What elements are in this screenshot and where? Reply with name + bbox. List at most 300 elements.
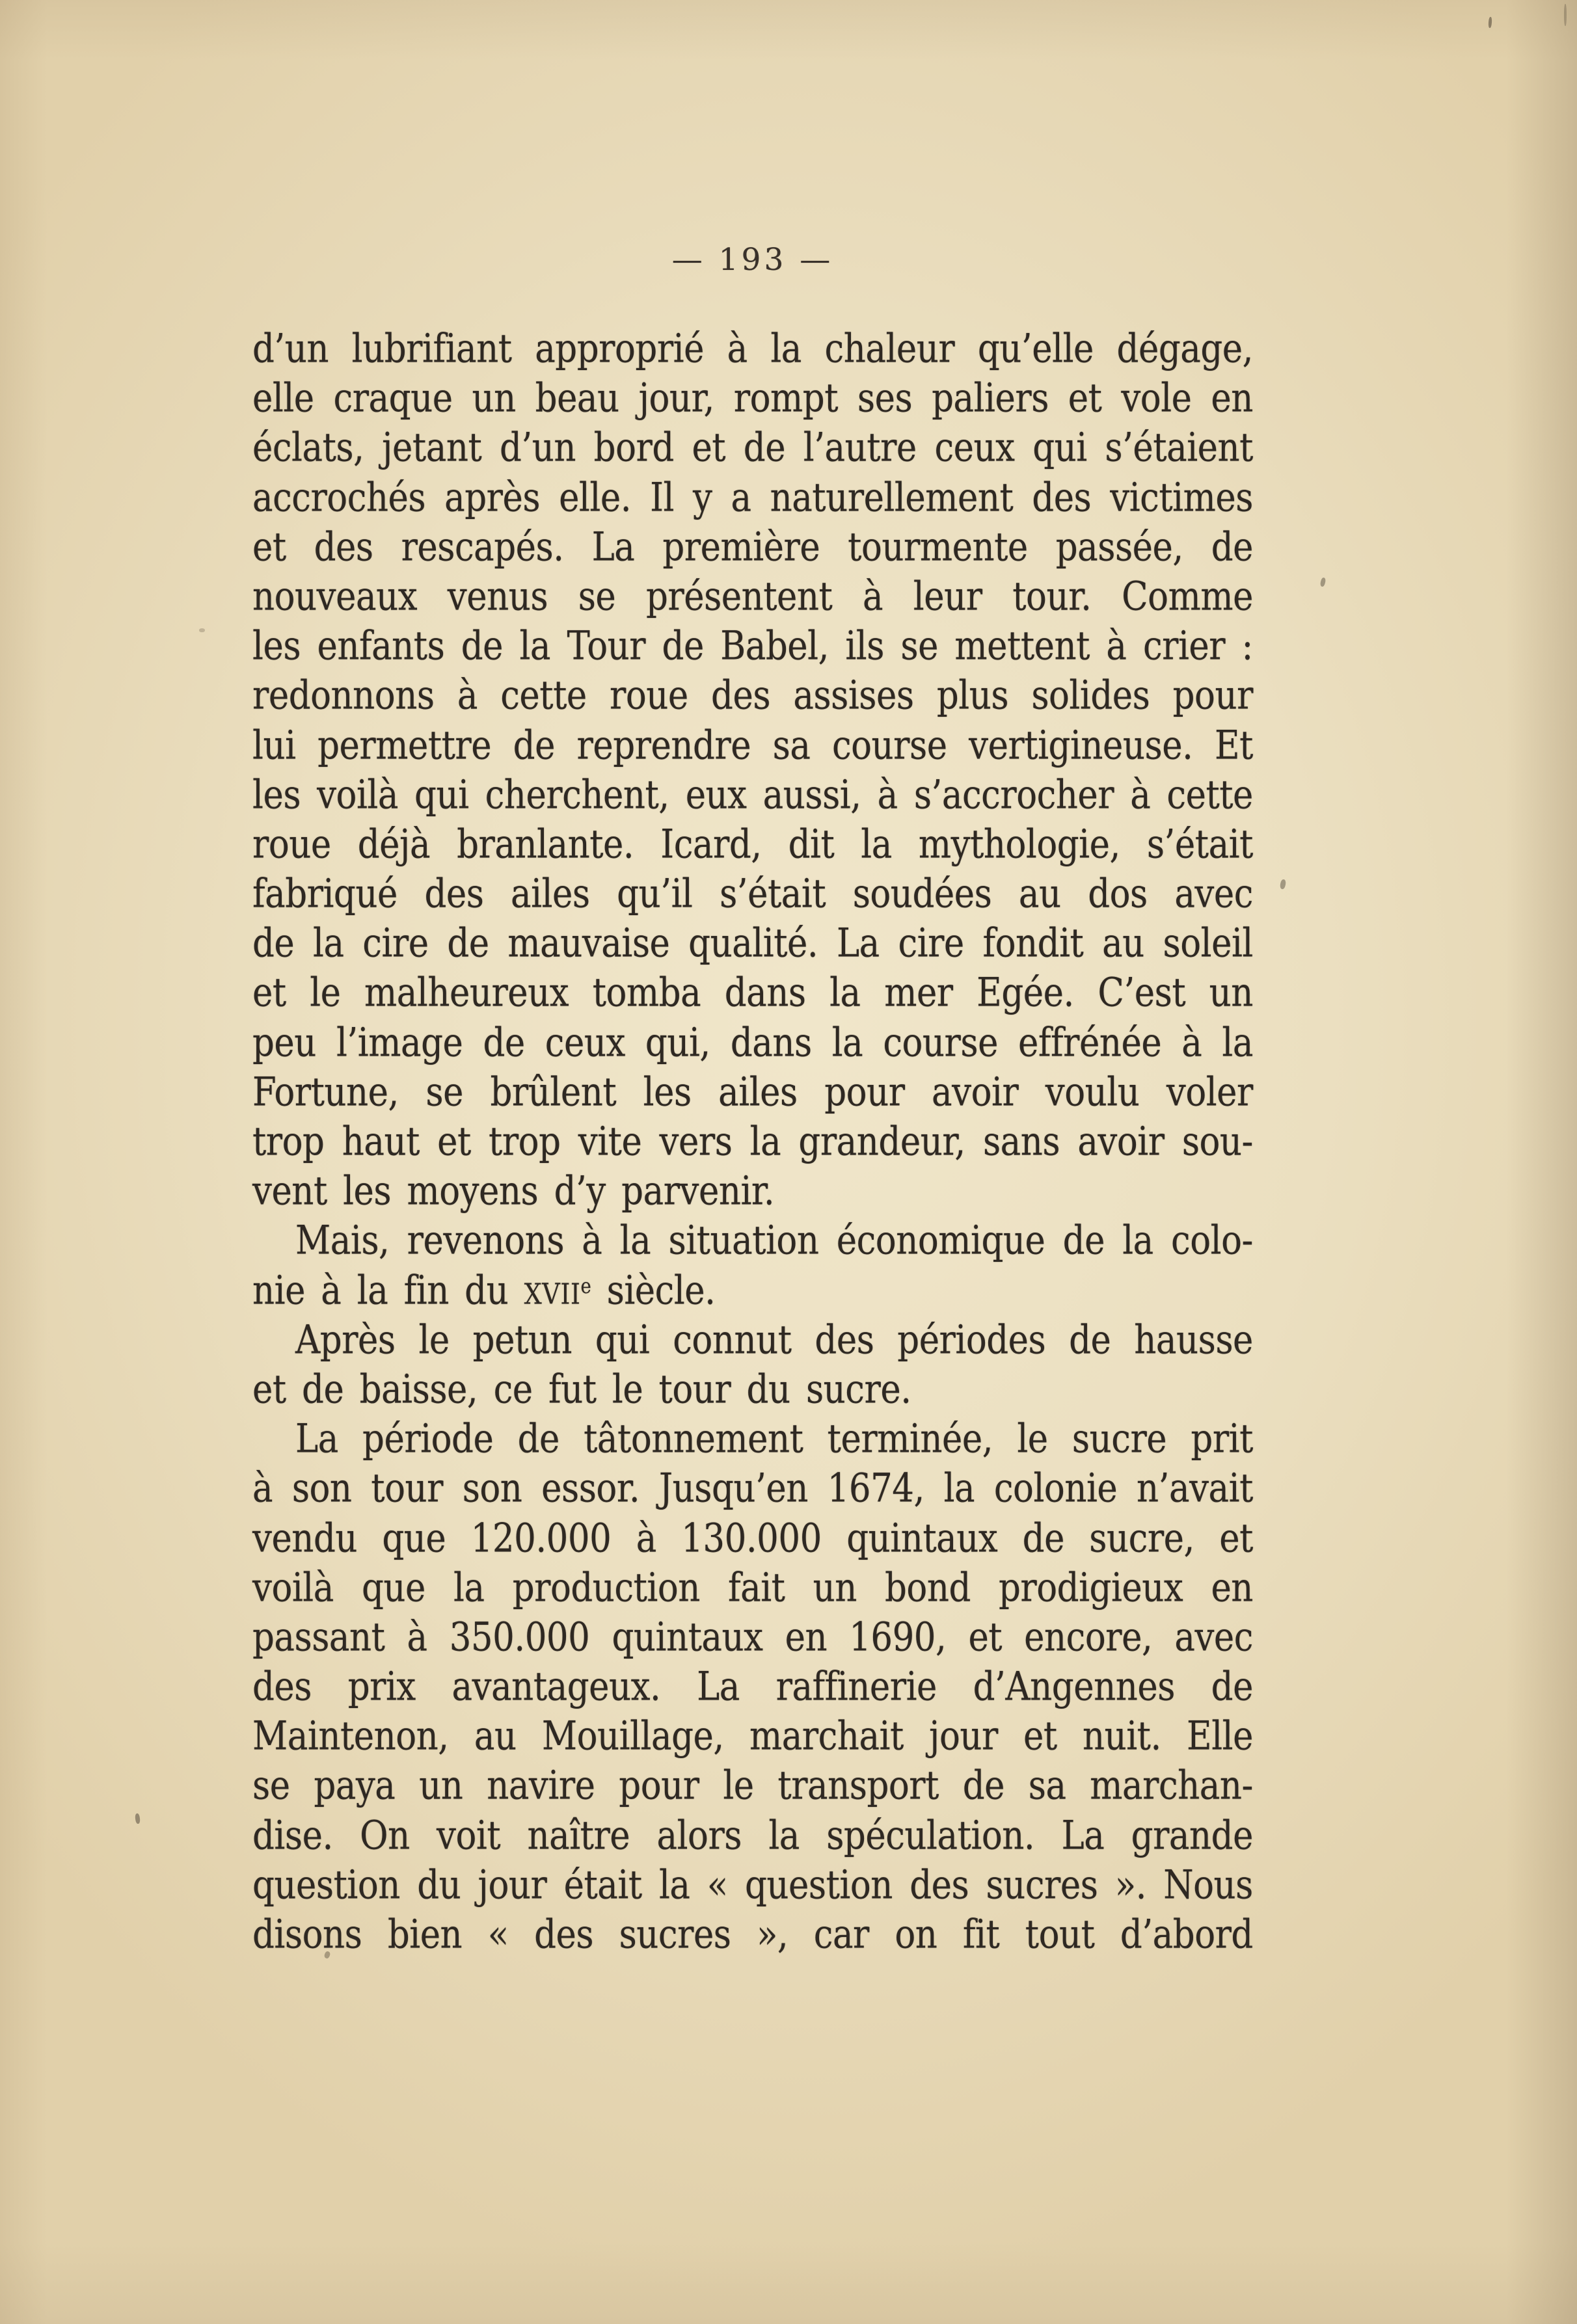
word: cette — [1166, 772, 1253, 818]
word: la — [861, 821, 892, 868]
word: Et — [1214, 722, 1253, 768]
word: prit — [1191, 1416, 1253, 1462]
text-line — [252, 1609, 1253, 1666]
word: assises — [793, 673, 914, 719]
page-number: — 193 — — [671, 242, 834, 278]
word: tourmente — [848, 524, 1028, 570]
word: mer — [884, 970, 953, 1016]
word: La — [1061, 1812, 1105, 1859]
word: approprié — [535, 326, 704, 372]
word: première — [662, 524, 820, 570]
text-line — [252, 1758, 1253, 1815]
word: du — [417, 1862, 461, 1908]
word: jetant — [382, 425, 482, 471]
word: la — [1122, 1218, 1153, 1264]
word: ailes — [718, 1069, 798, 1115]
word: reprendre — [576, 722, 751, 768]
text-line — [252, 1560, 1253, 1617]
word: soudées — [852, 871, 992, 917]
word: un — [472, 375, 516, 421]
word: d’Angennes — [973, 1664, 1175, 1710]
word: des — [252, 1664, 312, 1710]
word: la — [519, 623, 551, 669]
word: colo- — [1171, 1218, 1253, 1264]
word: périodes — [897, 1317, 1046, 1363]
word: voler — [1166, 1069, 1253, 1115]
word: de — [962, 1763, 1004, 1809]
word: crier — [1142, 623, 1226, 669]
word: cire — [362, 920, 429, 967]
word: eux — [685, 772, 747, 818]
word: paya — [314, 1763, 396, 1809]
word: de — [1211, 1664, 1253, 1710]
text-line — [252, 816, 1253, 874]
word: victimes — [1110, 474, 1253, 521]
word: n’avait — [1137, 1465, 1253, 1512]
word: accrochés — [252, 474, 426, 521]
text-line — [252, 1709, 1253, 1766]
word: des — [1032, 474, 1092, 521]
word: Mouillage, — [541, 1713, 724, 1759]
word: prodigieux — [999, 1565, 1183, 1611]
word: transport — [777, 1763, 939, 1809]
word: les — [252, 772, 301, 818]
word: Babel, — [720, 623, 829, 669]
word: de — [447, 920, 489, 967]
text-line — [252, 1906, 1253, 1964]
word: La — [836, 920, 880, 967]
text-line — [252, 1114, 1253, 1171]
word: On — [360, 1812, 410, 1859]
word: jour, — [638, 375, 714, 421]
word: branlante. — [457, 821, 634, 868]
word: s’était — [720, 871, 826, 917]
text-line — [252, 420, 1253, 477]
word: de — [662, 623, 704, 669]
ink-speck — [1280, 879, 1286, 889]
ink-speck — [1564, 4, 1567, 26]
word: vers — [659, 1119, 733, 1165]
word: « — [487, 1912, 509, 1958]
word: course — [831, 722, 947, 768]
word: dise. — [252, 1812, 333, 1859]
word: à — [1130, 772, 1151, 818]
word: petun — [472, 1317, 573, 1363]
word: le — [310, 970, 341, 1016]
word: sucre — [1072, 1416, 1167, 1462]
word: voilà — [252, 1565, 334, 1611]
word: 130.000 — [681, 1515, 822, 1561]
word: au — [1102, 920, 1144, 967]
word: déjà — [357, 821, 431, 868]
word: pour — [824, 1069, 905, 1115]
word: économique — [836, 1218, 1045, 1264]
word: des — [815, 1317, 874, 1363]
word: Après — [295, 1317, 396, 1363]
word: tour. — [1012, 574, 1092, 620]
word: colonie — [993, 1465, 1118, 1512]
word: des — [910, 1862, 969, 1908]
word: qu’il — [617, 871, 693, 917]
word: au — [1018, 871, 1061, 917]
word: de — [483, 1019, 525, 1066]
word: la — [619, 1218, 651, 1264]
word: alors — [656, 1812, 742, 1859]
word: Elle — [1187, 1713, 1253, 1759]
word: naturellement — [770, 474, 1014, 521]
word: à — [636, 1515, 656, 1561]
word: ses — [857, 375, 913, 421]
word: avec — [1174, 871, 1253, 917]
word: venus — [447, 574, 548, 620]
word: en — [1211, 375, 1253, 421]
word: cherchent, — [485, 772, 669, 818]
word: tour — [371, 1465, 443, 1512]
word: le — [723, 1763, 754, 1809]
word: qui — [1032, 425, 1087, 471]
word: bord — [593, 425, 674, 471]
word: voilà — [317, 772, 398, 818]
word: au — [474, 1713, 517, 1759]
word: plus — [936, 673, 1009, 719]
word: la — [943, 1465, 975, 1512]
word: et — [692, 425, 726, 471]
word: hausse — [1134, 1317, 1253, 1363]
ink-speck — [199, 628, 205, 632]
text-line — [252, 767, 1253, 824]
word: trop — [252, 1119, 325, 1165]
text-line — [252, 866, 1253, 923]
word: les — [643, 1069, 692, 1115]
word: », — [757, 1912, 788, 1958]
word: Mais, — [295, 1218, 390, 1264]
word: rescapés. — [401, 524, 564, 570]
word: effrénée — [1018, 1019, 1162, 1066]
word: des — [534, 1912, 594, 1958]
text-line — [252, 1461, 1253, 1518]
word: tomba — [592, 970, 701, 1016]
word: la — [313, 920, 344, 967]
word: qui — [414, 772, 469, 818]
word: marchait — [749, 1713, 904, 1759]
word: période — [362, 1416, 494, 1462]
text-line — [252, 1411, 1253, 1468]
word: disons — [252, 1912, 362, 1958]
text-line — [252, 568, 1253, 626]
text-line — [252, 1064, 1253, 1121]
word: de — [1211, 524, 1253, 570]
word: la — [770, 326, 802, 372]
word: à — [727, 326, 748, 372]
word: fit — [962, 1912, 1000, 1958]
word: la — [768, 1812, 800, 1859]
text-line — [252, 965, 1253, 1022]
text-line — [252, 1213, 1253, 1270]
word: Egée. — [977, 970, 1074, 1016]
word: peu — [252, 1019, 316, 1066]
word: Tour — [567, 623, 646, 669]
word: cire — [898, 920, 964, 967]
word: et — [1068, 375, 1102, 421]
word: se — [425, 1069, 463, 1115]
word: qualité. — [688, 920, 818, 967]
word: ceux — [545, 1019, 625, 1066]
superscript-text: e — [580, 1274, 591, 1298]
word: pour — [619, 1763, 699, 1809]
word: leur — [913, 574, 982, 620]
word: production — [512, 1565, 700, 1611]
word: quintaux — [846, 1515, 998, 1561]
word: naître — [527, 1812, 630, 1859]
word: nuit. — [1082, 1713, 1161, 1759]
word: navire — [487, 1763, 595, 1809]
word: : — [1241, 623, 1253, 669]
word: 1674, — [827, 1465, 924, 1512]
word: Nous — [1163, 1862, 1253, 1908]
text-line — [252, 618, 1253, 675]
word: 350.000 — [449, 1614, 590, 1661]
word: elle. — [559, 474, 632, 521]
text-line — [252, 519, 1253, 576]
text-line — [252, 470, 1253, 527]
word: de — [517, 1416, 559, 1462]
word: que — [361, 1565, 425, 1611]
word: aussi, — [762, 772, 861, 818]
word: cette — [500, 673, 587, 719]
word: de — [513, 722, 555, 768]
text-line — [252, 1659, 1253, 1716]
word: voit — [437, 1812, 501, 1859]
word: redonnons — [252, 673, 435, 719]
word: voulu — [1045, 1069, 1140, 1115]
word: quintaux — [612, 1614, 763, 1661]
word: après — [444, 474, 541, 521]
text-line — [252, 1857, 1253, 1914]
word: terminée, — [827, 1416, 993, 1462]
word: vole — [1121, 375, 1192, 421]
word: a — [731, 474, 751, 521]
word: roue — [610, 673, 688, 719]
word: grandeur, — [798, 1119, 965, 1165]
word: paliers — [932, 375, 1049, 421]
ink-speck — [135, 1813, 141, 1824]
word: rompt — [733, 375, 839, 421]
word: fabriqué — [252, 871, 398, 917]
word: les — [252, 623, 301, 669]
word: qu’elle — [977, 326, 1094, 372]
word: qui — [595, 1317, 650, 1363]
word: nouveaux — [252, 574, 418, 620]
word: bond — [884, 1565, 971, 1611]
word: de — [461, 623, 504, 669]
word: chaleur — [824, 326, 955, 372]
word: d’abord — [1120, 1912, 1253, 1958]
word: « — [707, 1862, 728, 1908]
word: de — [1062, 1218, 1105, 1264]
word: dans — [724, 970, 806, 1016]
word: y — [692, 474, 712, 521]
word: fait — [728, 1565, 785, 1611]
word: un — [419, 1763, 463, 1809]
word: La — [295, 1416, 338, 1462]
word: ceux — [934, 425, 1015, 471]
word: se — [900, 623, 938, 669]
word: était — [563, 1862, 642, 1908]
word: se — [252, 1763, 290, 1809]
word: sans — [982, 1119, 1060, 1165]
word: et — [437, 1119, 471, 1165]
word: sa — [772, 722, 811, 768]
word: et — [252, 970, 286, 1016]
word: La — [697, 1664, 740, 1710]
word: dans — [730, 1019, 812, 1066]
word: lui — [252, 722, 296, 768]
word: roue — [252, 821, 331, 868]
word: à — [252, 1465, 273, 1512]
word: et — [1023, 1713, 1057, 1759]
word: son — [462, 1465, 522, 1512]
small-caps-text: XVII — [524, 1277, 581, 1311]
text-line — [252, 1808, 1253, 1865]
text-line — [252, 717, 1253, 775]
word: soleil — [1163, 920, 1253, 967]
word: La — [591, 524, 635, 570]
word: question — [252, 1862, 400, 1908]
word: s’était — [1146, 821, 1253, 868]
word: à — [407, 1614, 427, 1661]
word: avoir — [932, 1069, 1019, 1115]
word: prix — [347, 1664, 416, 1710]
word: dégage, — [1116, 326, 1253, 372]
word: encore, — [1024, 1614, 1153, 1661]
word: jour — [929, 1713, 998, 1759]
word: on — [895, 1912, 937, 1958]
word: fondit — [982, 920, 1084, 967]
text-line — [252, 370, 1253, 427]
word: dos — [1088, 871, 1148, 917]
word: à — [1181, 1019, 1202, 1066]
word: le — [1017, 1416, 1048, 1462]
word: dit — [788, 821, 835, 868]
word: C’est — [1098, 970, 1186, 1016]
word: brûlent — [490, 1069, 617, 1115]
word: sucre, — [1089, 1515, 1194, 1561]
word: l’autre — [803, 425, 917, 471]
word: malheureux — [364, 970, 569, 1016]
word: Icard, — [660, 821, 762, 868]
word: mettent — [954, 623, 1090, 669]
word: Jusqu’en — [658, 1465, 808, 1512]
word: sucres — [619, 1912, 731, 1958]
word: marchan- — [1090, 1763, 1253, 1809]
text-line: vent les moyens d’y parvenir. — [252, 1168, 775, 1214]
word: la — [1222, 1019, 1253, 1066]
word: et — [252, 524, 286, 570]
word: à — [863, 574, 883, 620]
word: Comme — [1122, 574, 1253, 620]
word: avoir — [1077, 1119, 1165, 1165]
word: Maintenon, — [252, 1713, 449, 1759]
word: haut — [342, 1119, 420, 1165]
word: s’accrocher — [913, 772, 1114, 818]
word: permettre — [317, 722, 492, 768]
word: la — [749, 1119, 781, 1165]
word: et — [968, 1614, 1003, 1661]
word: bien — [387, 1912, 463, 1958]
word: d’un — [499, 425, 576, 471]
word: tout — [1025, 1912, 1095, 1958]
word: à — [457, 673, 478, 719]
word: elle — [252, 375, 314, 421]
word: question — [745, 1862, 893, 1908]
text-line — [252, 916, 1253, 973]
word: qui, — [645, 1019, 710, 1066]
word: ils — [845, 623, 884, 669]
text-line: et de baisse, ce fut le tour du sucre. — [252, 1367, 911, 1413]
word: à — [1106, 623, 1127, 669]
word: course — [883, 1019, 998, 1066]
word: grande — [1131, 1812, 1253, 1859]
word: son — [291, 1465, 352, 1512]
word: trop — [489, 1119, 561, 1165]
text-line: nie à la fin du XVIIe siècle. — [252, 1267, 716, 1314]
word: la — [658, 1862, 690, 1908]
word: que — [382, 1515, 446, 1561]
word: Il — [650, 474, 674, 521]
word: vertigineuse. — [969, 722, 1193, 768]
word: beau — [535, 375, 619, 421]
word: passée, — [1055, 524, 1183, 570]
word: à — [582, 1218, 602, 1264]
word: à — [877, 772, 898, 818]
word: 1690, — [849, 1614, 947, 1661]
word: la — [831, 1019, 863, 1066]
word: enfants — [317, 623, 445, 669]
word: spéculation. — [826, 1812, 1035, 1859]
ink-speck — [1320, 577, 1327, 587]
word: mauvaise — [507, 920, 670, 967]
word: solides — [1031, 673, 1150, 719]
word: jour — [478, 1862, 547, 1908]
word: la — [453, 1565, 485, 1611]
word: et — [1219, 1515, 1253, 1561]
word: d’un — [252, 326, 329, 372]
word: en — [785, 1614, 828, 1661]
word: l’image — [336, 1019, 463, 1066]
word: éclats, — [252, 425, 364, 471]
body-text-block — [252, 325, 1253, 1960]
word: sou- — [1181, 1119, 1253, 1165]
word: craque — [333, 375, 453, 421]
word: connut — [673, 1317, 792, 1363]
word: ailes — [511, 871, 590, 917]
word: de — [1022, 1515, 1064, 1561]
word: revenons — [407, 1218, 565, 1264]
word: 120.000 — [470, 1515, 612, 1561]
word: situation — [668, 1218, 819, 1264]
word: essor. — [541, 1465, 640, 1512]
word: sa — [1028, 1763, 1066, 1809]
word: en — [1211, 1565, 1253, 1611]
word: mythologie, — [918, 821, 1120, 868]
text-line — [252, 1015, 1253, 1072]
word: des — [314, 524, 373, 570]
word: un — [813, 1565, 857, 1611]
word: le — [418, 1317, 450, 1363]
word: de — [1069, 1317, 1111, 1363]
word: de — [252, 920, 295, 967]
word: lubrifiant — [351, 326, 512, 372]
